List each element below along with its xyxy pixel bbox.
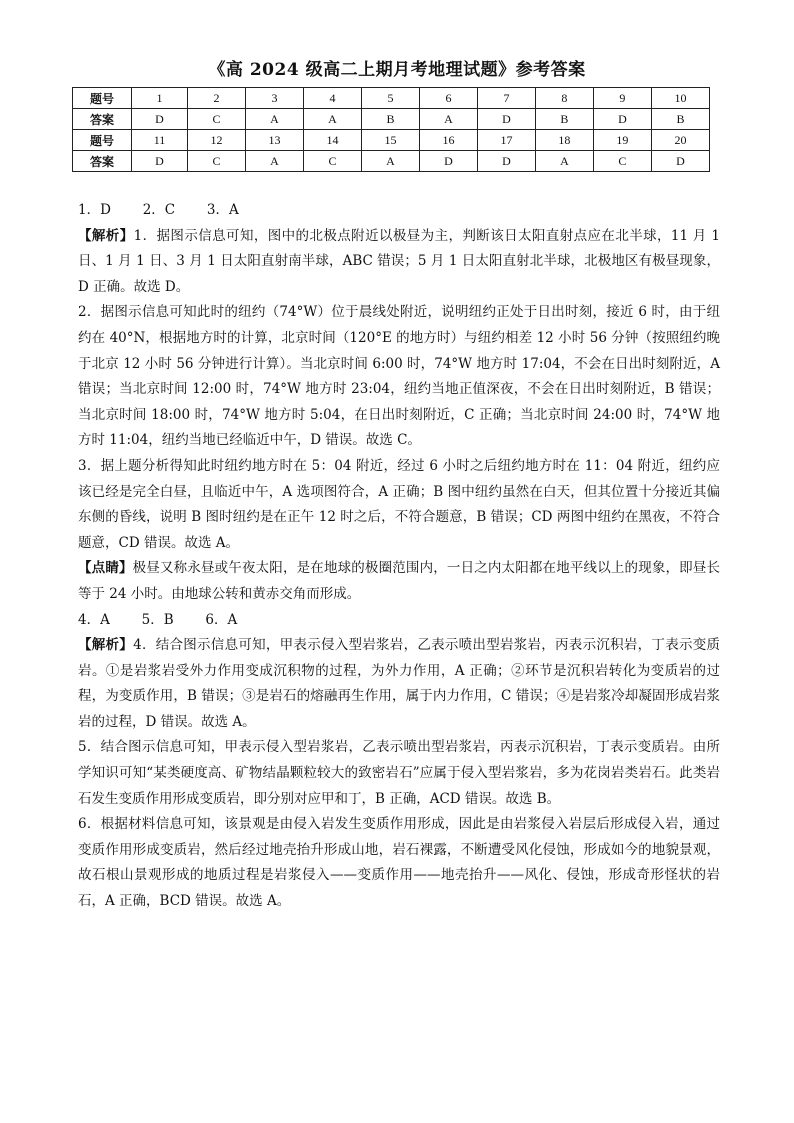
paragraph-text: 5．结合图示信息可知，甲表示侵入型岩浆岩，乙表示喷出型岩浆岩，丙表示沉积岩，丁表示变质岩。由所学知识可知“某类硬度高、矿物结晶颗粒较大的致密岩石”应属于侵入型岩浆岩，多为花岗岩类岩石。此类岩石发生变质作用形成变质岩，即分别对应甲和丁，B 正确，ACD 错误。故选 B。 xyxy=(78,739,720,807)
paragraph-text: 6．根据材料信息可知，该景观是由侵入岩发生变质作用形成，因此是由岩浆侵入岩层后形成侵入岩，通过变质作用形成变质岩，然后经过地壳抬升形成山地，岩石裸露，不断遭受风化侵蚀，形成如今的地貌景观，故石根山景观形成的地质过程是岩浆侵入——变质作用——地壳抬升——风化、侵蚀，形成奇形怪状的岩石，A 正确，BCD 错误。故选 A。 xyxy=(78,816,720,910)
answer-cell: A xyxy=(304,109,362,130)
answer-cell: D xyxy=(419,151,477,172)
answer-cell: C xyxy=(304,151,362,172)
answer-explanations xyxy=(78,198,720,915)
answer-line xyxy=(78,198,720,224)
row-label-answer: 答案 xyxy=(73,151,132,172)
table-row xyxy=(73,88,710,109)
paragraph-text: 1．D 2．C 3．A xyxy=(78,202,239,218)
question-number: 5 xyxy=(361,88,419,109)
answer-cell: D xyxy=(477,109,535,130)
answer-cell: D xyxy=(651,151,709,172)
row-label-question: 题号 xyxy=(73,130,132,151)
explanation-paragraph xyxy=(78,224,720,301)
table-row xyxy=(73,109,710,130)
table-row xyxy=(73,130,710,151)
question-number: 2 xyxy=(188,88,246,109)
answer-line xyxy=(78,608,720,634)
paragraph-text: 1．据图示信息可知，图中的北极点附近以极昼为主，判断该日太阳直射点应在北半球，11 月 1 日、1 月 1 日、3 月 1 日太阳直射南半球，ABC 错误；5 月 1 日太阳直射北半球，北极地区有极昼现象，D 正确。故选 D。 xyxy=(78,227,720,295)
row-label-answer: 答案 xyxy=(73,109,132,130)
answer-table xyxy=(72,87,710,172)
explanation-paragraph xyxy=(78,812,720,914)
row-label-question: 题号 xyxy=(73,88,132,109)
answer-cell: B xyxy=(535,109,593,130)
answer-cell: B xyxy=(361,109,419,130)
question-number: 10 xyxy=(651,88,709,109)
answer-cell: A xyxy=(246,109,304,130)
question-number: 11 xyxy=(132,130,188,151)
answer-cell: C xyxy=(188,109,246,130)
question-number: 12 xyxy=(188,130,246,151)
question-number: 17 xyxy=(477,130,535,151)
explanation-paragraph xyxy=(78,454,720,556)
answer-cell: A xyxy=(361,151,419,172)
question-number: 1 xyxy=(132,88,188,109)
answer-cell: C xyxy=(188,151,246,172)
question-number: 6 xyxy=(419,88,477,109)
paragraph-text: 极昼又称永昼或午夜太阳，是在地球的极圈范围内，一日之内太阳都在地平线以上的现象，即昼长等于 24 小时。由地球公转和黄赤交角而形成。 xyxy=(78,560,721,602)
answer-cell: A xyxy=(419,109,477,130)
answer-cell: B xyxy=(651,109,709,130)
question-number: 14 xyxy=(304,130,362,151)
question-number: 18 xyxy=(535,130,593,151)
paragraph-text: 4．结合图示信息可知，甲表示侵入型岩浆岩，乙表示喷出型岩浆岩，丙表示沉积岩，丁表示变质岩。①是岩浆岩受外力作用变成沉积物的过程，为外力作用，A 正确；②环节是沉积岩转化为变质岩的过程，为变质作用，B 错误；③是岩石的熔融再生作用，属于内力作用，C 错误；④是岩浆冷却凝固形成岩浆岩的过程，D 错误。故选 A。 xyxy=(78,637,721,730)
section-tag: 【解析】 xyxy=(78,637,134,654)
paragraph-text: 4．A 5．B 6．A xyxy=(78,611,238,628)
question-number: 8 xyxy=(535,88,593,109)
question-number: 13 xyxy=(246,130,304,151)
question-number: 9 xyxy=(593,88,651,109)
section-tag: 【解析】 xyxy=(78,227,134,244)
paragraph-text: 2．据图示信息可知此时的纽约（74°W）位于晨线处附近，说明纽约正处于日出时刻，接近 6 时，由于纽约在 40°N，根据地方时的计算，北京时间（120°E 的地方时）与纽约相差 12 小时 56 分钟（按照纽约晚于北京 12 小时 56 分钟进行计算）。当北京时间 6:00 时，74°W 地方时 17:04，不会在日出时刻附近，A 错误；当北京时间 12:00 时，74°W 地方时 23:04，纽约当地正值深夜，不会在日出时刻附近，B 错误；当北京时间 18:00 时，74°W 地方时 5:04，在日出时刻附近，C 正确；当北京时间 24:00 时，74°W 地方时 11:04，纽约当地已经临近中午，D 错误。故选 C。 xyxy=(78,304,720,449)
answer-cell: D xyxy=(593,109,651,130)
explanation-paragraph xyxy=(78,633,720,735)
explanation-paragraph xyxy=(78,556,720,607)
question-number: 16 xyxy=(419,130,477,151)
paragraph-text: 3．据上题分析得知此时纽约地方时在 5：04 附近，经过 6 小时之后纽约地方时在 11：04 附近，纽约应该已经是完全白昼，且临近中午，A 选项图符合，A 正确；B 图中纽约虽然在白天，但其位置十分接近其偏东侧的昏线，说明 B 图时纽约是在正午 12 时之后，不符合题意，B 错误；CD 两图中纽约在黑夜，不符合题意，CD 错误。故选 A。 xyxy=(78,457,720,551)
table-row xyxy=(73,151,710,172)
answer-cell: D xyxy=(477,151,535,172)
section-tag: 【点睛】 xyxy=(78,560,133,577)
question-number: 19 xyxy=(593,130,651,151)
question-number: 15 xyxy=(361,130,419,151)
question-number: 20 xyxy=(651,130,709,151)
question-number: 4 xyxy=(304,88,362,109)
answer-cell: C xyxy=(593,151,651,172)
question-number: 7 xyxy=(477,88,535,109)
explanation-paragraph xyxy=(78,300,720,454)
answer-cell: D xyxy=(132,151,188,172)
answer-cell: A xyxy=(246,151,304,172)
answer-cell: A xyxy=(535,151,593,172)
question-number: 3 xyxy=(246,88,304,109)
page-title: 《高 2024 级高二上期月考地理试题》参考答案 xyxy=(208,60,586,80)
answer-cell: D xyxy=(132,109,188,130)
explanation-paragraph xyxy=(78,735,720,812)
